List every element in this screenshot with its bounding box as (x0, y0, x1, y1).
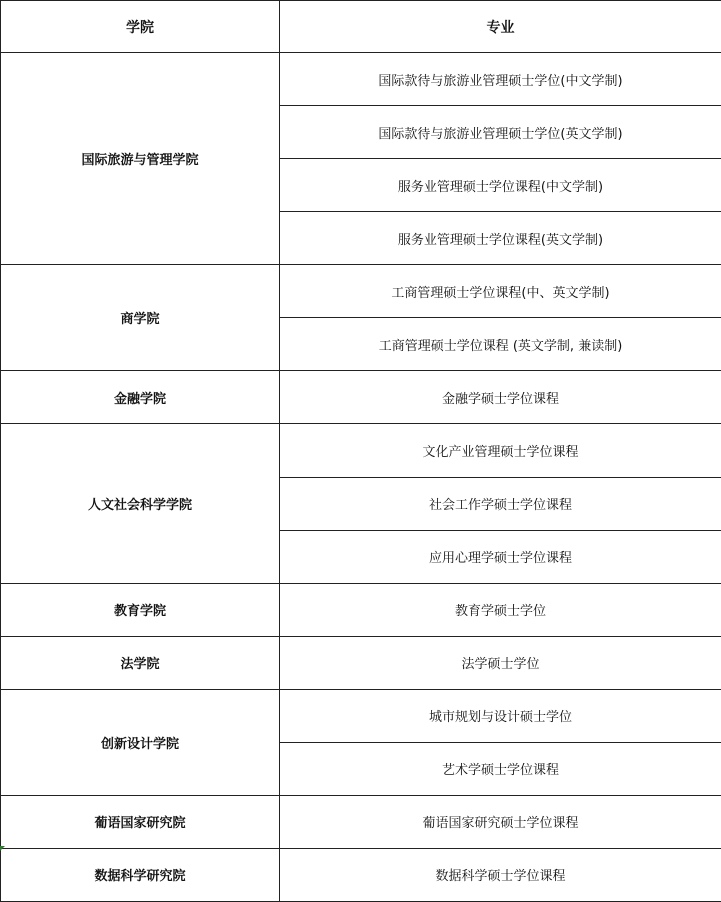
school-cell: 人文社会科学学院 (1, 424, 280, 583)
corner-marker (0, 846, 5, 851)
major-cell: 社会工作学硕士学位课程 (280, 477, 721, 530)
table-row (1, 53, 721, 106)
school-cell: 法学院 (1, 636, 280, 689)
major-cell: 国际款待与旅游业管理硕士学位(中文学制) (280, 53, 721, 106)
header-major: 专业 (280, 1, 721, 53)
school-cell: 金融学院 (1, 371, 280, 424)
header-school: 学院 (1, 1, 280, 53)
school-cell: 教育学院 (1, 583, 280, 636)
table-row (1, 689, 721, 742)
school-cell: 创新设计学院 (1, 689, 280, 795)
table-row (1, 848, 721, 901)
table-row (1, 424, 721, 477)
school-cell: 商学院 (1, 265, 280, 371)
major-cell: 艺术学硕士学位课程 (280, 742, 721, 795)
table-row (1, 636, 721, 689)
major-cell: 工商管理硕士学位课程(中、英文学制) (280, 265, 721, 318)
school-cell: 数据科学研究院 (1, 848, 280, 901)
table-row (1, 583, 721, 636)
major-cell: 服务业管理硕士学位课程(中文学制) (280, 159, 721, 212)
major-cell: 城市规划与设计硕士学位 (280, 689, 721, 742)
major-cell: 教育学硕士学位 (280, 583, 721, 636)
major-cell: 法学硕士学位 (280, 636, 721, 689)
major-cell: 葡语国家研究硕士学位课程 (280, 795, 721, 848)
major-cell: 金融学硕士学位课程 (280, 371, 721, 424)
school-cell: 国际旅游与管理学院 (1, 53, 280, 265)
major-cell: 工商管理硕士学位课程 (英文学制, 兼读制) (280, 318, 721, 371)
table-row (1, 265, 721, 318)
major-cell: 应用心理学硕士学位课程 (280, 530, 721, 583)
table-row (1, 795, 721, 848)
table-row (1, 371, 721, 424)
major-cell: 国际款待与旅游业管理硕士学位(英文学制) (280, 106, 721, 159)
major-cell: 服务业管理硕士学位课程(英文学制) (280, 212, 721, 265)
header-row (1, 1, 721, 53)
major-cell: 文化产业管理硕士学位课程 (280, 424, 721, 477)
major-cell: 数据科学硕士学位课程 (280, 848, 721, 901)
school-cell: 葡语国家研究院 (1, 795, 280, 848)
